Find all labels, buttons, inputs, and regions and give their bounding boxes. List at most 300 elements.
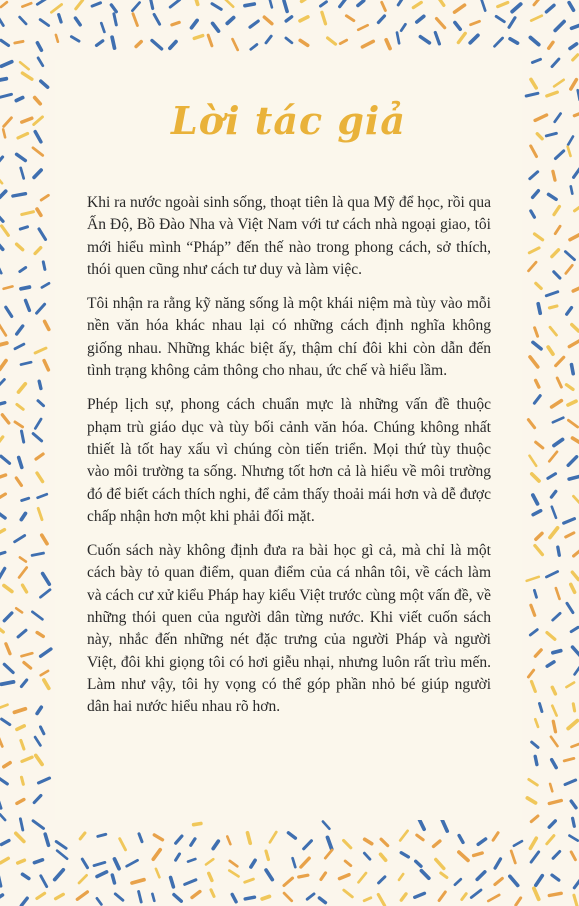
confetti-dash bbox=[344, 841, 351, 848]
confetti-dash bbox=[495, 859, 500, 868]
confetti-dash bbox=[386, 40, 390, 49]
confetti-dash bbox=[191, 839, 195, 846]
confetti-dash bbox=[554, 207, 559, 215]
confetti-dash bbox=[38, 508, 42, 519]
confetti-dash bbox=[22, 757, 32, 761]
confetti-dash bbox=[15, 536, 25, 542]
confetti-dash bbox=[132, 3, 139, 11]
confetti-dash bbox=[547, 662, 554, 666]
confetti-dash bbox=[286, 17, 292, 21]
confetti-dash bbox=[153, 850, 160, 860]
confetti-dash bbox=[213, 841, 218, 848]
confetti-dash bbox=[573, 496, 579, 506]
confetti-dash bbox=[302, 0, 308, 1]
confetti-dash bbox=[496, 16, 504, 21]
confetti-dash bbox=[41, 649, 51, 656]
confetti-dash bbox=[37, 209, 41, 215]
confetti-dash bbox=[101, 23, 104, 32]
confetti-dash bbox=[514, 841, 522, 846]
confetti-dash bbox=[22, 3, 31, 6]
confetti-dash bbox=[532, 474, 539, 481]
confetti-dash bbox=[24, 663, 31, 669]
confetti-dash bbox=[4, 586, 12, 592]
confetti-dash bbox=[225, 0, 233, 7]
confetti-dash bbox=[75, 18, 80, 25]
confetti-dash bbox=[0, 530, 5, 536]
confetti-dash bbox=[39, 778, 50, 783]
confetti-dash bbox=[534, 0, 541, 5]
confetti-dash bbox=[535, 115, 547, 120]
confetti-dash bbox=[511, 851, 515, 863]
confetti-dash bbox=[346, 16, 353, 21]
confetti-dash bbox=[262, 896, 269, 899]
confetti-dash bbox=[437, 0, 444, 5]
confetti-dash bbox=[33, 821, 43, 829]
confetti-dash bbox=[170, 42, 176, 49]
confetti-dash bbox=[20, 17, 27, 24]
confetti-dash bbox=[531, 816, 538, 822]
confetti-dash bbox=[0, 494, 5, 498]
confetti-dash bbox=[416, 861, 421, 866]
confetti-dash bbox=[245, 897, 254, 899]
confetti-dash bbox=[1, 2, 7, 7]
confetti-dash bbox=[554, 80, 564, 87]
confetti-dash bbox=[555, 22, 564, 31]
confetti-dash bbox=[4, 763, 10, 767]
confetti-dash bbox=[552, 59, 559, 67]
confetti-dash bbox=[364, 853, 370, 859]
confetti-dash bbox=[571, 186, 573, 193]
confetti-dash bbox=[0, 343, 7, 346]
confetti-dash bbox=[195, 0, 198, 4]
confetti-dash bbox=[154, 14, 160, 24]
confetti-dash bbox=[566, 683, 574, 688]
confetti-dash bbox=[328, 837, 332, 849]
confetti-dash bbox=[538, 304, 540, 313]
confetti-dash bbox=[549, 42, 553, 48]
confetti-dash bbox=[551, 491, 555, 497]
confetti-dash bbox=[0, 800, 1, 808]
confetti-dash bbox=[533, 495, 538, 504]
confetti-dash bbox=[516, 898, 521, 905]
confetti-dash bbox=[471, 21, 480, 24]
confetti-dash bbox=[35, 98, 41, 104]
confetti-dash bbox=[20, 62, 29, 69]
confetti-dash bbox=[321, 2, 327, 6]
confetti-dash bbox=[555, 114, 561, 122]
confetti-dash bbox=[340, 40, 347, 44]
confetti-dash bbox=[550, 306, 557, 308]
confetti-dash bbox=[34, 117, 43, 125]
confetti-dash bbox=[21, 168, 24, 179]
confetti-dash bbox=[568, 401, 576, 405]
confetti-dash bbox=[188, 859, 195, 862]
confetti-dash bbox=[569, 476, 579, 479]
confetti-dash bbox=[264, 17, 272, 24]
confetti-dash bbox=[340, 875, 350, 879]
confetti-dash bbox=[571, 627, 578, 631]
confetti-dash bbox=[41, 671, 48, 675]
confetti-dash bbox=[41, 195, 48, 200]
confetti-dash bbox=[381, 854, 386, 860]
confetti-dash bbox=[23, 585, 27, 592]
confetti-dash bbox=[35, 348, 46, 353]
confetti-dash bbox=[553, 852, 560, 859]
confetti-dash bbox=[568, 457, 576, 466]
confetti-dash bbox=[192, 20, 198, 27]
confetti-dash bbox=[266, 870, 272, 880]
confetti-dash bbox=[0, 380, 4, 386]
confetti-dash bbox=[170, 0, 180, 7]
confetti-dash bbox=[19, 384, 26, 392]
confetti-dash bbox=[22, 777, 24, 784]
confetti-dash bbox=[498, 3, 508, 7]
confetti-dash bbox=[573, 55, 578, 60]
confetti-dash bbox=[556, 151, 564, 159]
confetti-dash bbox=[535, 328, 538, 336]
confetti-dash bbox=[2, 226, 9, 235]
confetti-dash bbox=[251, 45, 257, 50]
confetti-dash bbox=[365, 839, 372, 843]
confetti-dash bbox=[56, 35, 58, 42]
confetti-dash bbox=[535, 650, 541, 656]
confetti-dash bbox=[533, 191, 539, 198]
confetti-dash bbox=[26, 300, 30, 310]
confetti-dash bbox=[378, 895, 384, 906]
confetti-dash bbox=[139, 834, 142, 842]
confetti-dash bbox=[554, 272, 560, 278]
confetti-dash bbox=[510, 876, 518, 885]
confetti-dash bbox=[185, 880, 196, 885]
confetti-dash bbox=[284, 893, 292, 901]
confetti-dash bbox=[171, 878, 174, 887]
confetti-dash bbox=[527, 798, 535, 803]
paragraph: Cuốn sách này không định đưa ra bài học gì cả, mà chỉ là một cách bày tỏ quan điểm, quan điểm của cá nhân tôi, về cách làm và cách cư xử kiểu Pháp hay kiểu Việt trước cùng một vấn đề, về những thói quen của người dân từng nước. Khi viết cuốn sách này, nhắc đến những nét đặc trưng của người Pháp và người Việt, đôi khi giọng tôi có hơi giễu nhại, nhưng luôn rất trìu mến. Làm như vậy, tôi hy vọng có thể góp phần nhỏ bé giúp người dân hai nước hiểu nhau rõ hơn. bbox=[87, 542, 491, 716]
confetti-dash bbox=[230, 861, 238, 866]
confetti-dash bbox=[536, 533, 542, 539]
confetti-dash bbox=[34, 170, 41, 177]
confetti-dash bbox=[212, 4, 221, 10]
confetti-dash bbox=[6, 307, 12, 316]
confetti-dash bbox=[82, 859, 87, 868]
confetti-dash bbox=[574, 549, 579, 556]
confetti-dash bbox=[41, 590, 51, 598]
confetti-dash bbox=[550, 327, 557, 335]
preface-body bbox=[87, 192, 491, 731]
confetti-dash bbox=[51, 5, 61, 13]
confetti-dash bbox=[13, 194, 26, 196]
confetti-dash bbox=[4, 118, 12, 127]
confetti-dash bbox=[21, 898, 27, 906]
confetti-dash bbox=[270, 0, 272, 7]
confetti-dash bbox=[556, 588, 560, 599]
confetti-dash bbox=[36, 755, 42, 764]
confetti-dash bbox=[436, 860, 444, 869]
confetti-dash bbox=[571, 852, 575, 860]
confetti-dash bbox=[568, 721, 577, 729]
confetti-dash bbox=[572, 365, 574, 374]
confetti-dash bbox=[572, 572, 578, 579]
confetti-dash bbox=[45, 321, 49, 329]
confetti-dash bbox=[546, 133, 556, 136]
confetti-dash bbox=[533, 511, 541, 515]
confetti-dash bbox=[532, 682, 536, 692]
confetti-dash bbox=[568, 147, 571, 156]
confetti-dash bbox=[552, 507, 556, 518]
confetti-dash bbox=[132, 880, 144, 883]
confetti-dash bbox=[570, 44, 577, 49]
confetti-dash bbox=[35, 419, 41, 428]
confetti-dash bbox=[549, 893, 561, 895]
confetti-dash bbox=[16, 478, 21, 485]
confetti-dash bbox=[434, 841, 440, 846]
confetti-dash bbox=[17, 404, 23, 409]
confetti-dash bbox=[401, 24, 405, 30]
confetti-dash bbox=[478, 839, 485, 844]
confetti-dash bbox=[0, 735, 2, 747]
confetti-dash bbox=[552, 760, 557, 768]
confetti-dash bbox=[0, 191, 6, 197]
confetti-dash bbox=[572, 325, 579, 331]
confetti-dash bbox=[79, 875, 87, 883]
confetti-dash bbox=[546, 5, 554, 12]
confetti-dash bbox=[0, 777, 7, 784]
confetti-dash bbox=[284, 878, 293, 885]
confetti-dash bbox=[441, 873, 447, 878]
confetti-dash bbox=[37, 473, 43, 482]
confetti-dash bbox=[2, 62, 12, 66]
confetti-dash bbox=[233, 39, 238, 50]
confetti-dash bbox=[248, 833, 251, 843]
confetti-dash bbox=[553, 721, 555, 732]
confetti-dash bbox=[41, 81, 48, 87]
confetti-dash bbox=[6, 644, 10, 654]
confetti-dash bbox=[536, 380, 539, 387]
confetti-dash bbox=[493, 833, 498, 841]
confetti-dash bbox=[552, 250, 559, 257]
confetti-dash bbox=[76, 0, 83, 9]
confetti-dash bbox=[20, 557, 26, 561]
confetti-dash bbox=[21, 287, 29, 289]
confetti-dash bbox=[71, 37, 79, 42]
confetti-dash bbox=[0, 403, 5, 406]
confetti-dash bbox=[572, 25, 579, 28]
confetti-dash bbox=[455, 23, 460, 30]
confetti-dash bbox=[39, 229, 46, 240]
confetti-dash bbox=[176, 854, 180, 860]
confetti-dash bbox=[437, 19, 445, 28]
confetti-dash bbox=[573, 818, 575, 826]
confetti-dash bbox=[56, 842, 66, 849]
confetti-dash bbox=[229, 871, 238, 877]
confetti-dash bbox=[572, 744, 579, 747]
confetti-dash bbox=[459, 836, 463, 843]
confetti-dash bbox=[33, 148, 43, 156]
confetti-dash bbox=[22, 653, 33, 656]
confetti-dash bbox=[22, 431, 24, 442]
confetti-dash bbox=[301, 858, 309, 867]
confetti-dash bbox=[534, 590, 536, 597]
confetti-dash bbox=[18, 134, 28, 138]
confetti-dash bbox=[528, 420, 534, 428]
confetti-dash bbox=[17, 726, 24, 730]
confetti-dash bbox=[420, 37, 429, 43]
confetti-dash bbox=[17, 154, 26, 160]
confetti-dash bbox=[528, 670, 533, 677]
confetti-dash bbox=[0, 214, 3, 221]
confetti-dash bbox=[345, 861, 351, 866]
confetti-dash bbox=[550, 784, 552, 791]
confetti-dash bbox=[22, 118, 32, 122]
confetti-dash bbox=[0, 176, 2, 183]
confetti-dash bbox=[344, 890, 353, 897]
confetti-dash bbox=[300, 40, 308, 45]
confetti-dash bbox=[112, 875, 114, 883]
confetti-dash bbox=[557, 378, 561, 387]
confetti-dash bbox=[328, 38, 336, 44]
confetti-dash bbox=[569, 3, 573, 11]
confetti-dash bbox=[4, 286, 13, 288]
confetti-dash bbox=[17, 244, 23, 250]
confetti-dash bbox=[319, 898, 325, 903]
confetti-dash bbox=[35, 248, 41, 254]
confetti-dash bbox=[435, 33, 439, 44]
confetti-dash bbox=[526, 93, 538, 96]
confetti-dash bbox=[80, 833, 85, 839]
confetti-dash bbox=[2, 415, 9, 423]
confetti-dash bbox=[359, 873, 367, 882]
confetti-dash bbox=[566, 533, 574, 537]
confetti-dash bbox=[15, 41, 23, 43]
confetti-dash bbox=[564, 758, 574, 761]
confetti-dash bbox=[208, 35, 212, 46]
confetti-dash bbox=[546, 292, 558, 296]
confetti-dash bbox=[574, 895, 577, 906]
confetti-dash bbox=[0, 625, 3, 632]
confetti-dash bbox=[364, 898, 371, 901]
confetti-dash bbox=[322, 12, 326, 23]
confetti-dash bbox=[293, 858, 296, 867]
confetti-dash bbox=[94, 862, 105, 865]
confetti-dash bbox=[3, 129, 5, 137]
confetti-dash bbox=[378, 16, 384, 23]
confetti-dash bbox=[19, 458, 22, 468]
confetti-dash bbox=[0, 895, 3, 899]
confetti-dash bbox=[565, 780, 576, 784]
confetti-dash bbox=[38, 58, 43, 66]
confetti-dash bbox=[529, 248, 539, 253]
confetti-dash bbox=[133, 14, 137, 26]
confetti-dash bbox=[419, 819, 424, 829]
confetti-dash bbox=[194, 36, 202, 39]
confetti-dash bbox=[397, 33, 399, 44]
confetti-dash bbox=[553, 651, 561, 653]
confetti-dash bbox=[573, 704, 574, 711]
confetti-dash bbox=[421, 871, 428, 879]
confetti-dash bbox=[413, 2, 421, 7]
confetti-dash bbox=[97, 898, 102, 904]
confetti-dash bbox=[549, 452, 557, 462]
confetti-dash bbox=[552, 875, 559, 880]
confetti-dash bbox=[245, 879, 254, 882]
confetti-dash bbox=[570, 836, 578, 841]
confetti-dash bbox=[194, 824, 201, 825]
confetti-dash bbox=[16, 98, 22, 101]
confetti-dash bbox=[156, 869, 160, 878]
text-panel bbox=[55, 60, 522, 820]
confetti-dash bbox=[530, 838, 536, 848]
confetti-dash bbox=[21, 741, 24, 750]
confetti-dash bbox=[553, 418, 563, 423]
confetti-dash bbox=[531, 852, 539, 862]
confetti-dash bbox=[549, 194, 557, 199]
confetti-dash bbox=[398, 0, 405, 5]
confetti-dash bbox=[21, 514, 25, 520]
confetti-dash bbox=[17, 326, 23, 334]
confetti-dash bbox=[20, 227, 27, 229]
confetti-dash bbox=[325, 850, 332, 858]
confetti-dash bbox=[152, 41, 162, 49]
confetti-dash bbox=[154, 835, 162, 840]
confetti-dash bbox=[1, 682, 13, 684]
confetti-dash bbox=[35, 737, 40, 745]
confetti-dash bbox=[379, 877, 385, 883]
confetti-dash bbox=[567, 308, 572, 315]
confetti-dash bbox=[575, 667, 579, 674]
confetti-dash bbox=[299, 875, 308, 877]
confetti-dash bbox=[455, 5, 465, 12]
confetti-dash bbox=[535, 756, 537, 764]
confetti-dash bbox=[399, 874, 403, 880]
confetti-dash bbox=[534, 888, 539, 899]
confetti-dash bbox=[358, 25, 368, 30]
confetti-dash bbox=[21, 362, 31, 364]
confetti-dash bbox=[568, 137, 573, 145]
confetti-dash bbox=[300, 17, 308, 21]
confetti-dash bbox=[2, 719, 10, 725]
confetti-dash bbox=[127, 860, 138, 866]
confetti-dash bbox=[571, 801, 576, 808]
confetti-dash bbox=[566, 385, 573, 390]
confetti-dash bbox=[18, 860, 25, 863]
confetti-dash bbox=[44, 361, 48, 370]
confetti-dash bbox=[41, 876, 47, 887]
confetti-dash bbox=[0, 475, 6, 479]
confetti-dash bbox=[527, 577, 539, 581]
confetti-dash bbox=[0, 705, 8, 708]
confetti-dash bbox=[362, 41, 373, 47]
confetti-dash bbox=[37, 633, 43, 637]
confetti-dash bbox=[571, 584, 575, 592]
confetti-dash bbox=[573, 647, 579, 656]
confetti-dash bbox=[42, 283, 49, 287]
confetti-dash bbox=[455, 879, 461, 885]
confetti-dash bbox=[547, 92, 558, 96]
confetti-dash bbox=[0, 17, 3, 25]
confetti-dash bbox=[38, 401, 44, 406]
confetti-dash bbox=[35, 132, 41, 142]
confetti-dash bbox=[20, 268, 26, 272]
confetti-dash bbox=[547, 633, 555, 640]
confetti-dash bbox=[569, 341, 579, 347]
confetti-dash bbox=[16, 608, 22, 612]
confetti-dash bbox=[37, 304, 45, 313]
confetti-dash bbox=[417, 16, 424, 22]
confetti-dash bbox=[495, 878, 502, 884]
confetti-dash bbox=[400, 831, 407, 841]
confetti-dash bbox=[512, 4, 521, 12]
confetti-dash bbox=[536, 442, 543, 448]
